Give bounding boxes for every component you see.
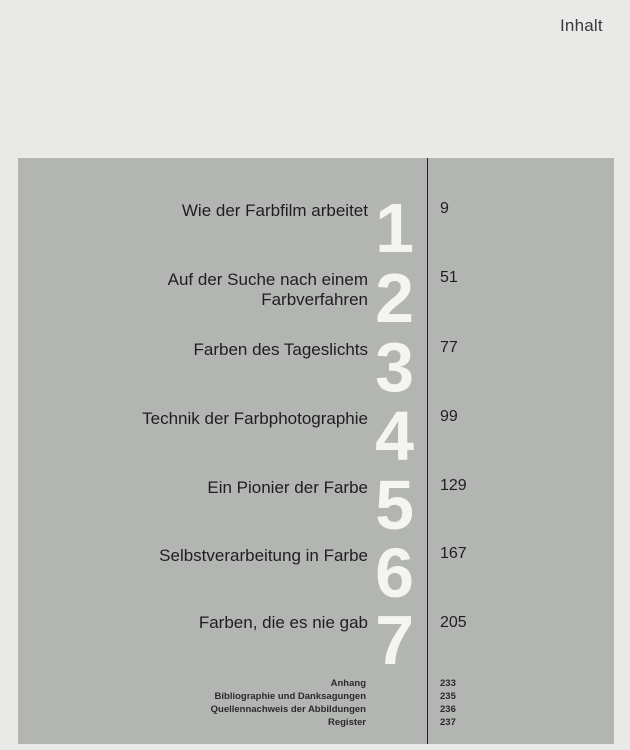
appendix-page: 236 — [440, 704, 456, 715]
chapter-page-7: 205 — [440, 614, 467, 631]
page-title: Inhalt — [560, 16, 603, 35]
chapter-title-6: Selbstverarbeitung in Farbe — [159, 546, 368, 565]
chapter-page-6: 167 — [440, 545, 467, 562]
column-divider — [427, 158, 428, 744]
chapter-number-1: 1 — [375, 189, 414, 267]
chapter-title-5: Ein Pionier der Farbe — [207, 478, 368, 497]
chapter-page-5: 129 — [440, 477, 467, 494]
chapter-number-7: 7 — [375, 601, 414, 679]
appendix-page: 233 — [440, 678, 456, 689]
chapter-title-2: Auf der Suche nach einem Farbverfahren — [167, 270, 368, 309]
chapter-title-7: Farben, die es nie gab — [198, 613, 368, 632]
appendix-label: Bibliographie und Danksagungen — [214, 691, 366, 702]
chapter-title-1: Wie der Farbfilm arbeitet — [181, 201, 368, 220]
appendix-label: Quellennachweis der Abbildungen — [210, 704, 366, 715]
chapter-number-3: 3 — [375, 328, 414, 406]
chapter-page-3: 77 — [440, 339, 458, 356]
appendix-label: Anhang — [330, 678, 366, 689]
chapter-page-1: 9 — [440, 200, 449, 217]
appendix-label: Register — [327, 717, 366, 728]
chapter-title-4: Technik der Farbphotographie — [142, 409, 368, 428]
chapter-page-4: 99 — [440, 408, 458, 425]
appendix-page: 237 — [440, 717, 456, 728]
chapter-number-4: 4 — [375, 397, 414, 475]
appendix-page: 235 — [440, 691, 456, 702]
contents-panel — [18, 158, 614, 744]
chapter-number-6: 6 — [375, 534, 414, 612]
chapter-title-3: Farben des Tageslichts — [193, 340, 368, 359]
chapter-number-2: 2 — [375, 259, 414, 337]
chapter-page-2: 51 — [440, 269, 458, 286]
chapter-number-5: 5 — [375, 466, 414, 544]
